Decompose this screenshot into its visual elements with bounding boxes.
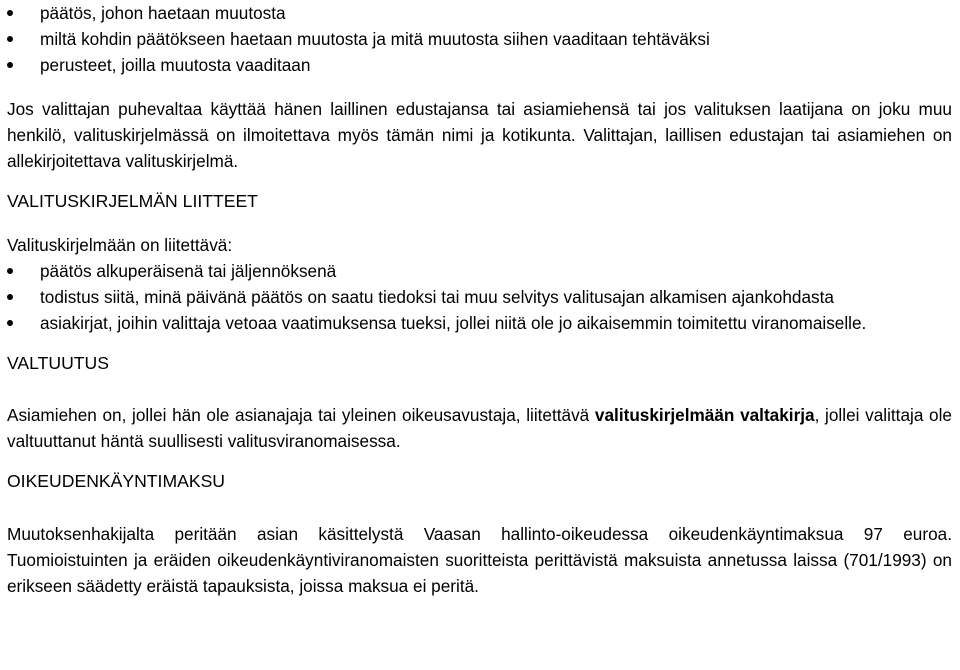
attachments-intro: Valituskirjelmään on liitettävä: — [7, 235, 233, 255]
list-item: asiakirjat, joihin valittaja vetoaa vaatimuksensa tueksi, jollei niitä ole jo aikaisemmin toimitettu viranomaiselle. — [7, 310, 952, 336]
appeal-contents-list — [7, 0, 952, 78]
attachments-heading: VALITUSKIRJELMÄN LIITTEET — [7, 191, 258, 211]
list-item: päätös alkuperäisenä tai jäljennöksenä — [7, 258, 952, 284]
authorization-heading: VALTUUTUS — [7, 353, 109, 373]
authorization-paragraph — [7, 402, 952, 454]
court-fee-heading: OIKEUDENKÄYNTIMAKSU — [7, 471, 226, 491]
authorization-bold-text: valituskirjelmään valtakirja — [594, 405, 815, 425]
list-item: miltä kohdin päätökseen haetaan muutosta ja mitä muutosta siihen vaaditaan tehtäväksi — [7, 26, 952, 52]
authorization-text-after: , jollei valittaja ole valtuuttanut häntä suullisesti valitusviranomaisessa. — [7, 405, 952, 451]
list-item: todistus siitä, minä päivänä päätös on saatu tiedoksi tai muu selvitys valitusajan alkamisen ajankohdasta — [7, 284, 952, 310]
authorization-text-before: Asiamiehen on, jollei hän ole asianajaja tai yleinen oikeusavustaja, liitettävä — [7, 405, 595, 425]
representative-paragraph: Jos valittajan puhevaltaa käyttää hänen laillinen edustajansa tai asiamiehensä tai jos valituksen laatijana on joku muu henkilö, valituskirjelmässä on ilmoitettava myös tämän nimi ja kotikunta. Valittajan, laillisen edustajan tai asiamiehen on allekirjoitettava valituskirjelmä. — [7, 99, 952, 171]
list-item: päätös, johon haetaan muutosta — [7, 0, 952, 26]
list-item: perusteet, joilla muutosta vaaditaan — [7, 52, 952, 78]
attachments-list — [7, 258, 952, 336]
court-fee-paragraph: Muutoksenhakijalta peritään asian käsittelystä Vaasan hallinto-oikeudessa oikeudenkäyntimaksua 97 euroa. Tuomioistuinten ja eräiden oikeudenkäyntiviranomaisten suoritteista perittävistä maksuista annetussa laissa (701/1993) on erikseen säädetty eräistä tapauksista, joissa maksua ei peritä. — [7, 524, 952, 596]
